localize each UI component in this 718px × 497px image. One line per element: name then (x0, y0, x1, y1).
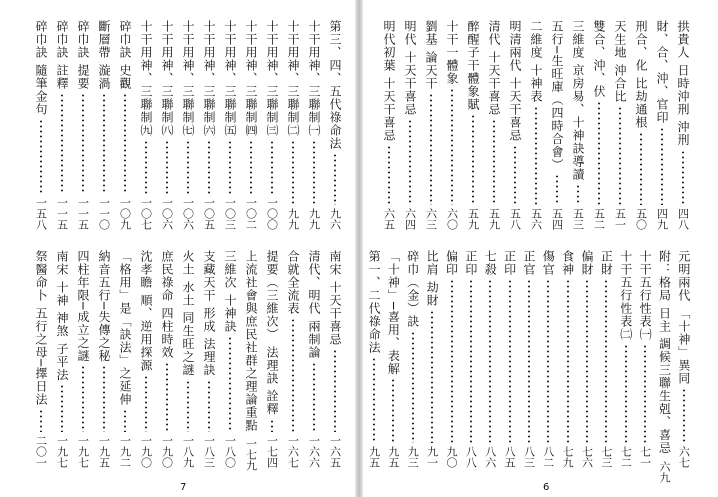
page-number: 7 (180, 482, 187, 493)
dot-leader (271, 419, 273, 432)
toc-entry-title: 十干用神、三聯制㈧ (160, 20, 174, 137)
toc-entry (221, 250, 239, 468)
toc-entry-title: 明代初葉 十天干喜忌 (382, 20, 396, 142)
dot-leader (61, 93, 63, 194)
toc-entry-page: 九五 (386, 446, 400, 468)
toc-entry (284, 20, 302, 230)
toc-entry (366, 250, 382, 468)
toc-entry (501, 250, 517, 468)
toc-entry-page: 六〇 (445, 208, 459, 230)
toc-entry-title: 刑合、化 比劫通根 (634, 20, 648, 129)
toc-entry-title: 比肩 劫財 (425, 250, 440, 307)
toc-entry-page: 五二 (592, 208, 606, 230)
toc-entry-title: 南宋 十神 神煞 子平法 (55, 250, 69, 382)
toc-entry (53, 20, 71, 230)
toc-entry-page: 一〇三 (223, 197, 237, 230)
book-gutter (355, 0, 363, 497)
toc-entry-title: 納音五行─失傳之秘 (97, 250, 111, 363)
toc-entry-page: 一九二 (118, 435, 132, 468)
toc-entry (74, 20, 92, 230)
dot-leader (493, 119, 495, 205)
dot-leader (619, 106, 621, 205)
toc-entry-page: 八六 (483, 446, 497, 468)
toc-entry (242, 250, 260, 471)
toc-entry-title: 支藏天干 形成 法理訣 (202, 250, 216, 377)
toc-entry-page: 一九七 (76, 435, 90, 468)
toc-entry-page: 九六 (328, 208, 342, 230)
toc-entry (569, 20, 587, 230)
toc-entry (200, 20, 218, 230)
dot-leader (250, 140, 252, 194)
toc-entry-page: 一〇二 (244, 197, 258, 230)
toc-entry (95, 20, 113, 230)
left-page-top-section (0, 20, 356, 230)
toc-entry-page: 五一 (613, 208, 627, 230)
toc-entry-title: 附：格局 日主 調候三聯生剋、喜忌 (657, 250, 672, 455)
toc-entry (401, 20, 419, 230)
toc-entry-page: 二〇一 (34, 435, 48, 468)
toc-entry-page: 八三 (522, 446, 536, 468)
toc-entry-title: 清代 十天干喜忌 (487, 20, 501, 116)
toc-entry-page: 九九 (307, 208, 321, 230)
toc-entry-page: 四九 (655, 208, 669, 230)
toc-entry-title: 十干用神、三聯制㈨ (139, 20, 153, 137)
dot-leader (103, 365, 105, 432)
toc-entry (405, 250, 421, 468)
toc-entry (653, 20, 671, 230)
toc-entry-title: 二維度 十神表 (529, 20, 543, 103)
right-page-top-section (363, 20, 718, 230)
toc-entry (116, 20, 134, 230)
toc-entry-page: 一一五 (76, 197, 90, 230)
dot-leader (334, 153, 336, 205)
dot-leader (61, 384, 63, 432)
toc-entry-page: 一〇〇 (265, 197, 279, 230)
left-page (0, 0, 356, 497)
dot-leader (472, 114, 474, 205)
dot-leader (567, 279, 569, 443)
toc-entry (559, 250, 575, 468)
toc-entry-title: 碎巾訣 註釋 (55, 20, 69, 90)
toc-entry (632, 20, 650, 230)
toc-entry-page: 一九〇 (160, 435, 174, 468)
toc-entry-page: 五四 (550, 208, 564, 230)
dot-leader (166, 140, 168, 194)
toc-entry-title: 提要（三維次） 法理訣 詮釋 (265, 250, 279, 416)
dot-leader (640, 132, 642, 205)
toc-entry-page: 一〇七 (139, 197, 153, 230)
toc-entry-page: 七一 (638, 446, 652, 468)
dot-leader (683, 388, 685, 443)
toc-entry-page: 五〇 (634, 208, 648, 230)
dot-leader (187, 140, 189, 194)
dot-leader (470, 279, 472, 443)
toc-entry-title: 三維度 京房易、十神訣導讀 (571, 20, 585, 181)
toc-entry (424, 250, 440, 468)
toc-entry (482, 250, 498, 468)
toc-entry-title: 十干用神、三聯制㈠ (307, 20, 321, 137)
toc-entry (95, 250, 113, 468)
toc-entry-title: 十干用神、三聯制㈤ (223, 20, 237, 137)
toc-entry (548, 20, 566, 230)
dot-leader (514, 145, 516, 205)
dot-leader (124, 93, 126, 194)
toc-entry-page: 一八九 (181, 435, 195, 468)
toc-entry-title: 碎巾訣 提要 (76, 20, 90, 90)
toc-entry-title: 十干一體象 (445, 20, 459, 85)
toc-entry-title: 十干用神、三聯制㈦ (181, 20, 195, 137)
toc-entry-title: 三維次 十神訣 (223, 250, 237, 333)
toc-entry-page: 一〇六 (160, 197, 174, 230)
dot-leader (547, 279, 549, 443)
toc-entry-title: 斷層帶 漩渦 (97, 20, 111, 90)
dot-leader (682, 150, 684, 205)
dot-leader (644, 344, 646, 443)
toc-entry-page: 一六五 (328, 435, 342, 468)
toc-entry-title: 上流社會與庶民社群之理論重點 (244, 250, 258, 432)
toc-entry-title: 祭醫命卜 五行之母─擇日法 (34, 250, 48, 407)
toc-entry (443, 20, 461, 230)
toc-entry (506, 20, 524, 230)
toc-entry-title: 火土 水土 同生旺之謎 (181, 250, 195, 377)
dot-leader (392, 378, 394, 443)
toc-entry-page: 九一 (425, 446, 439, 468)
dot-leader (313, 140, 315, 205)
dot-leader (124, 409, 126, 432)
toc-entry-title: 碎巾訣 史觀 (118, 20, 132, 90)
toc-entry (385, 250, 401, 468)
toc-entry (305, 20, 323, 230)
toc-entry (32, 20, 50, 230)
right-page-bottom-section (363, 250, 718, 483)
toc-entry (137, 20, 155, 230)
dot-leader (292, 140, 294, 205)
dot-leader (208, 380, 210, 432)
toc-entry-page: 一九〇 (139, 435, 153, 468)
toc-entry (637, 250, 653, 468)
toc-entry-title: 清代、明代 兩制論 (307, 250, 321, 359)
toc-entry-title: 碎巾（金）訣 (405, 250, 420, 328)
toc-entry-page: 六四 (403, 208, 417, 230)
toc-entry-title: 正財 (599, 250, 614, 276)
toc-entry-page: 一八三 (202, 435, 216, 468)
dot-leader (528, 279, 530, 443)
dot-leader (409, 119, 411, 205)
toc-entry-page: 一一〇 (97, 197, 111, 230)
toc-entry-title: 偏印 (444, 250, 459, 276)
toc-entry-page: 六五 (382, 208, 396, 230)
toc-entry-title: 劉基 論天干 (424, 20, 438, 90)
toc-entry-page: 八五 (503, 446, 517, 468)
toc-entry-title: 四柱年限─成立之謎 (76, 250, 90, 363)
toc-entry (598, 250, 614, 468)
toc-entry-page: 五三 (571, 208, 585, 230)
dot-leader (40, 409, 42, 432)
toc-entry-page: 一九五 (97, 435, 111, 468)
toc-entry (74, 250, 92, 468)
toc-entry-title: 明清兩代 十天干喜忌 (508, 20, 522, 142)
left-page-bottom-section (0, 250, 356, 471)
toc-entry (618, 250, 634, 468)
toc-entry (380, 20, 398, 230)
toc-entry-title: 十干用神、三聯制㈢ (265, 20, 279, 137)
dot-leader (451, 88, 453, 205)
toc-entry (32, 250, 50, 468)
dot-leader (187, 380, 189, 432)
toc-entry-page: 一七九 (244, 438, 258, 471)
toc-entry (326, 250, 344, 468)
dot-leader (556, 174, 558, 205)
toc-entry (674, 20, 692, 230)
dot-leader (145, 140, 147, 194)
toc-entry-page: 九〇 (445, 446, 458, 468)
toc-entry (158, 250, 176, 468)
toc-entry-page: 六七 (677, 446, 691, 468)
toc-entry-page: 七三 (599, 446, 613, 468)
toc-entry-page: 一一五 (55, 197, 69, 230)
dot-leader (598, 101, 600, 205)
toc-entry-title: 第一、二代祿命法 (367, 250, 382, 354)
page-number: 6 (543, 482, 550, 493)
dot-leader (431, 310, 433, 443)
toc-entry (443, 250, 459, 468)
toc-entry (656, 250, 672, 483)
toc-entry (137, 250, 155, 468)
toc-entry-title: 「十神」─喜用、表解 (386, 250, 401, 376)
dot-leader (229, 336, 231, 432)
toc-entry-page: 一〇五 (202, 197, 216, 230)
toc-entry (158, 20, 176, 230)
toc-entry (326, 20, 344, 230)
toc-entry-page: 一六六 (307, 435, 321, 468)
toc-entry-title: 雙合、沖、伏 (592, 20, 606, 98)
toc-entry-page: 一九七 (55, 435, 69, 468)
toc-entry (485, 20, 503, 230)
toc-entry-page: 一五八 (34, 197, 48, 230)
toc-entry-page: 九五 (367, 446, 381, 468)
toc-entry-page: 九九 (286, 208, 300, 230)
toc-entry-title: 十干用神、三聯制㈣ (244, 20, 258, 137)
dot-leader (229, 140, 231, 194)
dot-leader (661, 127, 663, 205)
dot-leader (605, 279, 607, 443)
toc-entry (242, 20, 260, 230)
toc-entry-page: 六九 (657, 460, 671, 483)
toc-entry-title: 十干五行性表㈡ (618, 250, 633, 341)
toc-entry-title: 十干用神、三聯制㈥ (202, 20, 216, 137)
toc-entry-title: 正印 (463, 250, 478, 276)
dot-leader (451, 279, 453, 443)
toc-entry-title: 十干五行性表㈠ (638, 250, 653, 341)
toc-entry (527, 20, 545, 230)
toc-entry (53, 250, 71, 468)
toc-entry-page: 一八〇 (223, 435, 237, 468)
dot-leader (412, 331, 414, 443)
toc-entry (676, 250, 692, 468)
toc-entry-page: 七九 (561, 446, 575, 468)
dot-leader (271, 140, 273, 194)
toc-entry-page: 五九 (466, 208, 480, 230)
toc-entry-page: 一七四 (265, 435, 279, 468)
toc-entry (221, 20, 239, 230)
dot-leader (208, 140, 210, 194)
toc-entry-page: 四八 (676, 208, 690, 230)
toc-entry-title: 碎巾訣 隨筆金句 (34, 20, 48, 116)
toc-entry (579, 250, 595, 468)
toc-entry (179, 250, 197, 468)
toc-entry-page: 一六七 (286, 435, 300, 468)
dot-leader (509, 279, 511, 443)
toc-entry-title: 醉醒子干體象賦 (466, 20, 480, 111)
toc-entry-page: 一〇六 (181, 197, 195, 230)
toc-entry (263, 250, 281, 468)
toc-entry-title: 庶民祿命 四柱時效 (160, 250, 174, 359)
toc-entry (521, 250, 537, 468)
dot-leader (313, 362, 315, 432)
toc-entry-title: 財、合、沖、官印 (655, 20, 669, 124)
toc-entry-title: 偏財 (580, 250, 595, 276)
toc-entry-page: 五九 (487, 208, 501, 230)
toc-entry (179, 20, 197, 230)
dot-leader (292, 318, 294, 432)
toc-entry-page: 五八 (508, 208, 522, 230)
toc-entry (305, 250, 323, 468)
dot-leader (103, 93, 105, 194)
dot-leader (535, 106, 537, 205)
dot-leader (334, 349, 336, 432)
toc-entry-title: 傷官 (541, 250, 556, 276)
dot-leader (489, 279, 491, 443)
toc-entry-page: 六三 (424, 208, 438, 230)
dot-leader (82, 365, 84, 432)
toc-entry-title: 合就全流表 (286, 250, 300, 315)
toc-entry-title: 七殺 (483, 250, 498, 276)
toc-entry-title: 元明兩代 「十神」異同 (676, 250, 691, 385)
dot-leader (166, 362, 168, 432)
toc-entry (463, 250, 479, 468)
dot-leader (625, 344, 627, 443)
toc-entry-title: 食神 (560, 250, 575, 276)
dot-leader (388, 145, 390, 205)
dot-leader (40, 119, 42, 194)
toc-entry-title: 天生地 沖合比 (613, 20, 627, 103)
toc-entry-page: 七二 (619, 446, 633, 468)
right-page (363, 0, 718, 497)
toc-entry (284, 250, 302, 468)
toc-entry-title: 拱貴人 日時沖刑 沖刑 (676, 20, 690, 147)
toc-entry (116, 250, 134, 468)
toc-entry (263, 20, 281, 230)
toc-entry-title: 第三、四、五代祿命法 (328, 20, 342, 150)
toc-entry-title: 「格用」是「訣法」之延伸 (118, 250, 132, 406)
toc-entry-title: 南宋 十天干喜忌 (328, 250, 342, 346)
toc-entry (422, 20, 440, 230)
toc-entry (611, 20, 629, 230)
toc-entry-title: 沈孝瞻 順、逆用探源 (139, 250, 153, 372)
toc-entry (540, 250, 556, 468)
toc-entry-title: 正官 (521, 250, 536, 276)
toc-entry-page: 九三 (406, 446, 420, 468)
dot-leader (82, 93, 84, 194)
toc-entry-page: 一〇九 (118, 197, 132, 230)
toc-entry-page: 五六 (529, 208, 543, 230)
toc-entry-title: 明代 十天干喜忌 (403, 20, 417, 116)
toc-entry (464, 20, 482, 230)
toc-entry (200, 250, 218, 468)
toc-entry (590, 20, 608, 230)
toc-entry-title: 十干用神、三聯制㈡ (286, 20, 300, 137)
toc-entry-title: 五行─生旺庫（四時合會） (550, 20, 564, 172)
dot-leader (430, 93, 432, 205)
toc-entry-page: 七六 (580, 446, 594, 468)
dot-leader (145, 375, 147, 432)
dot-leader (586, 279, 588, 443)
toc-entry-title: 正印 (502, 250, 517, 276)
dot-leader (577, 184, 579, 205)
toc-entry-page: 八八 (464, 446, 478, 468)
dot-leader (373, 357, 375, 443)
toc-entry-page: 八二 (541, 446, 555, 468)
